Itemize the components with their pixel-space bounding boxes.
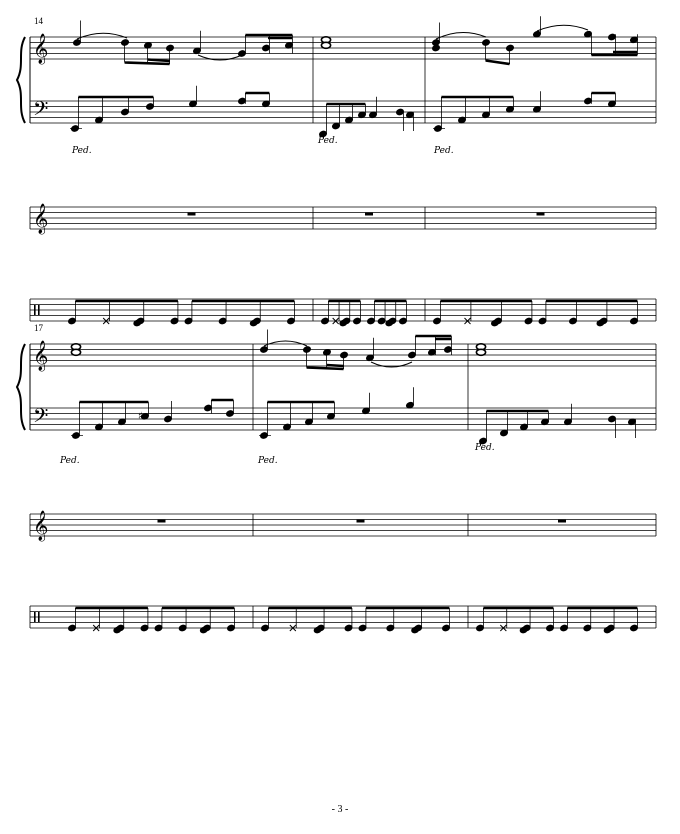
grand-staff-brace <box>17 37 25 123</box>
beam <box>486 61 510 65</box>
whole-rest <box>558 520 566 523</box>
percussion-notehead <box>250 319 259 327</box>
whole-rest <box>188 213 196 216</box>
percussion-notehead <box>339 319 348 327</box>
percussion-notehead <box>596 319 605 327</box>
percussion-notehead <box>313 626 322 634</box>
pedal-mark: Ped. <box>318 136 338 146</box>
percussion-notehead <box>603 626 612 634</box>
beam <box>327 365 344 366</box>
sharp-icon: ♯ <box>138 411 143 422</box>
pedal-mark: Ped. <box>475 443 495 453</box>
whole-note <box>476 349 485 355</box>
treble-clef-icon: 𝄞 <box>33 34 49 64</box>
percussion-clef-icon <box>34 612 36 622</box>
page-number: - 3 - <box>331 804 349 815</box>
slur <box>77 33 127 39</box>
bass-clef-icon: 𝄢 <box>33 404 49 432</box>
treble-staff-instrument <box>30 207 656 229</box>
percussion-notehead <box>113 626 122 634</box>
whole-rest <box>357 520 365 523</box>
percussion-clef-icon <box>38 612 40 622</box>
beam <box>148 60 170 62</box>
whole-rest <box>537 213 545 216</box>
measure-number-system-1: 14 <box>34 16 43 26</box>
beam <box>307 368 344 370</box>
bass-clef-icon: 𝄢 <box>33 97 49 125</box>
slur <box>537 25 588 31</box>
slur <box>436 32 486 39</box>
whole-note <box>71 349 80 355</box>
percussion-clef-icon <box>38 305 40 315</box>
whole-note <box>321 42 330 48</box>
treble-clef-icon: 𝄞 <box>33 511 49 541</box>
whole-rest <box>365 213 373 216</box>
treble-staff-instrument <box>30 514 656 536</box>
pedal-mark: Ped. <box>72 146 92 156</box>
percussion-notehead <box>133 319 142 327</box>
measure-number-system-2: 17 <box>34 323 43 333</box>
percussion-notehead <box>385 319 394 327</box>
percussion-notehead <box>411 626 420 634</box>
notehead <box>432 44 441 52</box>
percussion-clef-icon <box>34 305 36 315</box>
whole-rest <box>158 520 166 523</box>
slur <box>264 341 307 346</box>
pedal-mark: Ped. <box>258 456 278 466</box>
grand-staff-brace <box>17 344 25 430</box>
pedal-mark: Ped. <box>434 146 454 156</box>
percussion-notehead <box>519 626 528 634</box>
percussion-notehead <box>200 626 209 634</box>
percussion-notehead <box>491 319 500 327</box>
treble-clef-icon: 𝄞 <box>33 341 49 371</box>
treble-clef-icon: 𝄞 <box>33 204 49 234</box>
pedal-mark: Ped. <box>60 456 80 466</box>
beam <box>125 63 170 65</box>
